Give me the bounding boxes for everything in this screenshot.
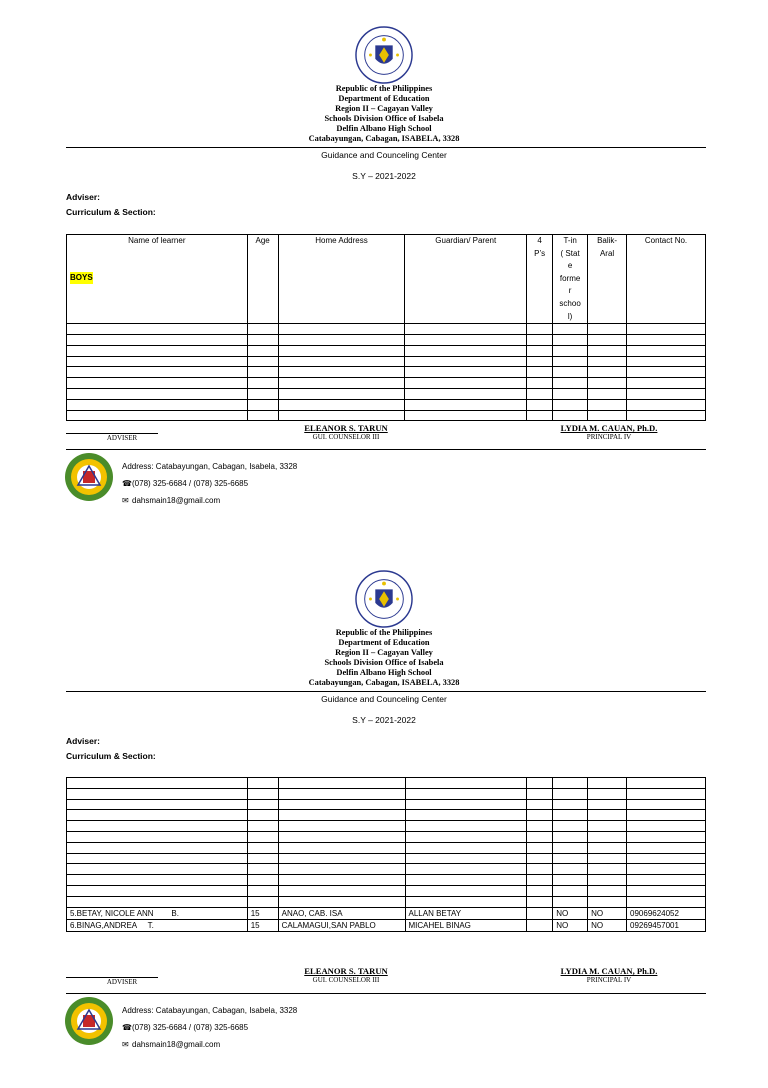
empty-cell bbox=[278, 388, 405, 399]
learner-guardian: MICAHEL BINAG bbox=[405, 919, 527, 931]
deped-seal-icon bbox=[355, 570, 413, 628]
empty-cell bbox=[278, 410, 405, 421]
empty-cell bbox=[67, 410, 248, 421]
empty-cell bbox=[553, 367, 588, 378]
learner-t-in: NO bbox=[553, 907, 588, 919]
empty-cell bbox=[553, 788, 588, 799]
col-header-contact: Contact No. bbox=[627, 235, 706, 324]
empty-cell bbox=[527, 875, 553, 886]
empty-cell bbox=[527, 778, 553, 789]
empty-cell bbox=[405, 885, 527, 896]
footer-phone: (078) 325-6684 / (078) 325-6685 bbox=[132, 1023, 249, 1032]
principal-signature bbox=[545, 423, 673, 441]
empty-cell bbox=[553, 799, 588, 810]
center-name: Guidance and Counceling Center bbox=[321, 150, 447, 160]
footer-phone-line bbox=[122, 475, 297, 492]
empty-cell bbox=[553, 875, 588, 886]
empty-cell bbox=[247, 853, 278, 864]
empty-cell bbox=[588, 388, 627, 399]
school-year: S.Y – 2021-2022 bbox=[352, 715, 416, 725]
col-header-4ps: 4 P’s bbox=[527, 235, 553, 324]
empty-cell bbox=[588, 896, 627, 907]
empty-cell bbox=[67, 821, 248, 832]
empty-cell bbox=[527, 799, 553, 810]
empty-cell bbox=[405, 788, 527, 799]
footer-address: Address: Catabayungan, Cabagan, Isabela, 3328 bbox=[122, 462, 298, 471]
empty-cell bbox=[278, 378, 405, 389]
empty-cell bbox=[527, 367, 553, 378]
empty-table-row bbox=[67, 842, 706, 853]
empty-table-row bbox=[67, 334, 706, 345]
learner-name: 6.BINAG,ANDREA T. bbox=[67, 919, 248, 931]
empty-cell bbox=[527, 345, 553, 356]
empty-cell bbox=[588, 399, 627, 410]
empty-cell bbox=[527, 334, 553, 345]
empty-cell bbox=[405, 388, 527, 399]
empty-cell bbox=[67, 345, 248, 356]
learner-4ps bbox=[527, 919, 553, 931]
empty-table-row bbox=[67, 345, 706, 356]
table-header-row bbox=[67, 235, 706, 324]
empty-cell bbox=[553, 388, 588, 399]
empty-table-row bbox=[67, 399, 706, 410]
empty-cell bbox=[527, 356, 553, 367]
empty-cell bbox=[588, 885, 627, 896]
curriculum-label: Curriculum & Section: bbox=[66, 751, 156, 761]
footer-divider bbox=[66, 993, 706, 994]
empty-cell bbox=[247, 799, 278, 810]
center-name: Guidance and Counceling Center bbox=[321, 694, 447, 704]
empty-cell bbox=[67, 842, 248, 853]
empty-table-row bbox=[67, 356, 706, 367]
empty-cell bbox=[247, 324, 278, 335]
empty-cell bbox=[247, 831, 278, 842]
empty-cell bbox=[527, 788, 553, 799]
envelope-icon: ✉ bbox=[122, 1040, 129, 1049]
empty-cell bbox=[527, 378, 553, 389]
adviser-label: Adviser: bbox=[66, 736, 101, 746]
empty-cell bbox=[405, 778, 527, 789]
empty-cell bbox=[405, 810, 527, 821]
empty-cell bbox=[67, 853, 248, 864]
principal-title: PRINCIPAL IV bbox=[586, 433, 632, 441]
counselor-name: ELEANOR S. TARUN bbox=[304, 966, 388, 976]
empty-cell bbox=[627, 875, 706, 886]
learner-address: ANAO, CAB. ISA bbox=[278, 907, 405, 919]
empty-cell bbox=[247, 356, 278, 367]
col-header-address: Home Address bbox=[278, 235, 405, 324]
empty-cell bbox=[278, 334, 405, 345]
empty-cell bbox=[527, 324, 553, 335]
learner-contact: 09269457001 bbox=[627, 919, 706, 931]
institution-heading bbox=[0, 628, 768, 688]
empty-cell bbox=[67, 831, 248, 842]
learners-table bbox=[66, 234, 706, 421]
empty-table-row bbox=[67, 324, 706, 335]
heading-line: Catabayungan, Cabagan, ISABELA, 3328 bbox=[308, 134, 460, 143]
empty-cell bbox=[67, 378, 248, 389]
empty-cell bbox=[553, 334, 588, 345]
heading-line: Department of Education bbox=[338, 638, 430, 647]
empty-cell bbox=[588, 410, 627, 421]
empty-cell bbox=[67, 399, 248, 410]
empty-table-row bbox=[67, 410, 706, 421]
empty-cell bbox=[247, 334, 278, 345]
empty-cell bbox=[67, 885, 248, 896]
empty-cell bbox=[527, 399, 553, 410]
empty-cell bbox=[627, 821, 706, 832]
empty-cell bbox=[627, 388, 706, 399]
learner-t-in: NO bbox=[553, 919, 588, 931]
phone-icon: ☎ bbox=[122, 1023, 132, 1032]
empty-cell bbox=[247, 345, 278, 356]
curriculum-label: Curriculum & Section: bbox=[66, 207, 156, 217]
empty-cell bbox=[553, 853, 588, 864]
empty-cell bbox=[278, 842, 405, 853]
empty-cell bbox=[247, 875, 278, 886]
empty-cell bbox=[405, 367, 527, 378]
footer-phone-line bbox=[122, 1019, 297, 1036]
empty-cell bbox=[553, 885, 588, 896]
empty-cell bbox=[405, 842, 527, 853]
empty-cell bbox=[627, 799, 706, 810]
empty-cell bbox=[67, 864, 248, 875]
empty-cell bbox=[278, 356, 405, 367]
empty-cell bbox=[247, 896, 278, 907]
adviser-title: ADVISER bbox=[106, 978, 138, 986]
empty-cell bbox=[405, 399, 527, 410]
empty-cell bbox=[247, 810, 278, 821]
footer-address: Address: Catabayungan, Cabagan, Isabela, 3328 bbox=[122, 1006, 298, 1015]
empty-cell bbox=[553, 324, 588, 335]
empty-cell bbox=[627, 810, 706, 821]
empty-cell bbox=[278, 821, 405, 832]
empty-cell bbox=[405, 378, 527, 389]
empty-cell bbox=[247, 378, 278, 389]
empty-cell bbox=[278, 778, 405, 789]
empty-cell bbox=[278, 324, 405, 335]
empty-cell bbox=[278, 345, 405, 356]
heading-line: Delfin Albano High School bbox=[336, 668, 432, 677]
empty-cell bbox=[627, 399, 706, 410]
form-page-2 bbox=[0, 544, 768, 1088]
empty-cell bbox=[553, 399, 588, 410]
learner-age: 15 bbox=[247, 919, 278, 931]
learner-guardian: ALLAN BETAY bbox=[405, 907, 527, 919]
empty-cell bbox=[278, 885, 405, 896]
empty-cell bbox=[405, 831, 527, 842]
empty-cell bbox=[247, 788, 278, 799]
heading-line: Region II – Cagayan Valley bbox=[335, 648, 433, 657]
empty-cell bbox=[588, 821, 627, 832]
col-header-name-label: Name of learner bbox=[128, 236, 186, 245]
principal-signature bbox=[545, 966, 673, 984]
empty-cell bbox=[527, 410, 553, 421]
empty-cell bbox=[553, 410, 588, 421]
phone-icon: ☎ bbox=[122, 479, 132, 488]
empty-cell bbox=[405, 896, 527, 907]
empty-cell bbox=[553, 864, 588, 875]
empty-cell bbox=[588, 378, 627, 389]
empty-cell bbox=[247, 410, 278, 421]
counselor-signature bbox=[292, 966, 400, 984]
counselor-title: GUI. COUNSELOR III bbox=[312, 976, 380, 984]
school-year: S.Y – 2021-2022 bbox=[352, 171, 416, 181]
learner-name: 5.BETAY, NICOLE ANN B. bbox=[67, 907, 248, 919]
empty-cell bbox=[553, 345, 588, 356]
col-header-balik-aral: Balik- Aral bbox=[588, 235, 627, 324]
adviser-title: ADVISER bbox=[106, 434, 138, 442]
empty-cell bbox=[405, 875, 527, 886]
learner-balik-aral: NO bbox=[588, 907, 627, 919]
empty-cell bbox=[588, 875, 627, 886]
empty-table-row bbox=[67, 799, 706, 810]
table-row bbox=[67, 907, 706, 919]
empty-cell bbox=[247, 885, 278, 896]
col-header-t-in: T-in ( Stat e forme r schoo l) bbox=[553, 235, 588, 324]
empty-table-row bbox=[67, 378, 706, 389]
footer-contact bbox=[122, 1002, 297, 1053]
empty-cell bbox=[627, 324, 706, 335]
counselor-signature bbox=[292, 423, 400, 441]
empty-cell bbox=[627, 345, 706, 356]
empty-cell bbox=[247, 399, 278, 410]
deped-seal-icon bbox=[355, 26, 413, 84]
heading-line: Delfin Albano High School bbox=[336, 124, 432, 133]
empty-cell bbox=[67, 324, 248, 335]
empty-table-row bbox=[67, 367, 706, 378]
empty-cell bbox=[627, 334, 706, 345]
empty-cell bbox=[405, 821, 527, 832]
empty-cell bbox=[588, 842, 627, 853]
empty-cell bbox=[278, 810, 405, 821]
empty-cell bbox=[588, 788, 627, 799]
empty-cell bbox=[405, 853, 527, 864]
empty-cell bbox=[627, 831, 706, 842]
learner-age: 15 bbox=[247, 907, 278, 919]
empty-cell bbox=[67, 875, 248, 886]
empty-cell bbox=[553, 356, 588, 367]
empty-cell bbox=[627, 367, 706, 378]
empty-cell bbox=[527, 864, 553, 875]
empty-cell bbox=[67, 896, 248, 907]
empty-table-row bbox=[67, 896, 706, 907]
footer-phone: (078) 325-6684 / (078) 325-6685 bbox=[132, 479, 249, 488]
empty-table-row bbox=[67, 885, 706, 896]
school-logo-icon bbox=[64, 452, 114, 502]
learner-balik-aral: NO bbox=[588, 919, 627, 931]
footer-contact bbox=[122, 458, 297, 509]
footer-email-line bbox=[122, 492, 297, 509]
empty-cell bbox=[527, 831, 553, 842]
empty-cell bbox=[527, 885, 553, 896]
empty-cell bbox=[405, 799, 527, 810]
empty-cell bbox=[627, 788, 706, 799]
counselor-name: ELEANOR S. TARUN bbox=[304, 423, 388, 433]
principal-name: LYDIA M. CAUAN, Ph.D. bbox=[560, 966, 658, 976]
learner-contact: 09069624052 bbox=[627, 907, 706, 919]
empty-cell bbox=[405, 334, 527, 345]
empty-cell bbox=[247, 388, 278, 399]
counselor-title: GUI. COUNSELOR III bbox=[312, 433, 380, 441]
empty-cell bbox=[247, 842, 278, 853]
empty-cell bbox=[67, 356, 248, 367]
empty-cell bbox=[278, 367, 405, 378]
envelope-icon: ✉ bbox=[122, 496, 129, 505]
empty-cell bbox=[553, 378, 588, 389]
empty-cell bbox=[588, 853, 627, 864]
empty-cell bbox=[627, 896, 706, 907]
empty-cell bbox=[553, 821, 588, 832]
empty-cell bbox=[278, 853, 405, 864]
col-header-name bbox=[67, 235, 248, 324]
empty-cell bbox=[405, 356, 527, 367]
empty-table-row bbox=[67, 831, 706, 842]
empty-cell bbox=[527, 842, 553, 853]
empty-cell bbox=[553, 896, 588, 907]
empty-cell bbox=[247, 367, 278, 378]
empty-cell bbox=[627, 885, 706, 896]
empty-cell bbox=[247, 778, 278, 789]
empty-cell bbox=[588, 356, 627, 367]
heading-line: Catabayungan, Cabagan, ISABELA, 3328 bbox=[308, 678, 460, 687]
footer-divider bbox=[66, 449, 706, 450]
footer-email: dahsmain18@gmail.com bbox=[132, 1040, 221, 1049]
empty-cell bbox=[588, 367, 627, 378]
empty-cell bbox=[627, 356, 706, 367]
empty-cell bbox=[588, 799, 627, 810]
empty-cell bbox=[527, 896, 553, 907]
empty-cell bbox=[405, 345, 527, 356]
empty-cell bbox=[67, 778, 248, 789]
col-header-guardian: Guardian/ Parent bbox=[405, 235, 527, 324]
empty-table-row bbox=[67, 864, 706, 875]
learner-address: CALAMAGUI,SAN PABLO bbox=[278, 919, 405, 931]
empty-cell bbox=[588, 864, 627, 875]
empty-table-row bbox=[67, 821, 706, 832]
empty-cell bbox=[67, 788, 248, 799]
empty-cell bbox=[627, 410, 706, 421]
col-header-age: Age bbox=[247, 235, 278, 324]
empty-table-row bbox=[67, 810, 706, 821]
empty-cell bbox=[67, 810, 248, 821]
empty-cell bbox=[278, 864, 405, 875]
empty-cell bbox=[278, 875, 405, 886]
empty-cell bbox=[627, 864, 706, 875]
empty-cell bbox=[405, 324, 527, 335]
empty-cell bbox=[527, 821, 553, 832]
learners-table bbox=[66, 777, 706, 932]
heading-line: Republic of the Philippines bbox=[335, 84, 433, 93]
empty-cell bbox=[405, 410, 527, 421]
heading-line: Schools Division Office of Isabela bbox=[324, 658, 444, 667]
empty-cell bbox=[588, 778, 627, 789]
empty-cell bbox=[527, 388, 553, 399]
empty-table-row bbox=[67, 778, 706, 789]
empty-cell bbox=[553, 831, 588, 842]
empty-cell bbox=[67, 799, 248, 810]
empty-cell bbox=[588, 334, 627, 345]
table-row bbox=[67, 919, 706, 931]
adviser-label: Adviser: bbox=[66, 192, 101, 202]
learner-4ps bbox=[527, 907, 553, 919]
empty-cell bbox=[553, 778, 588, 789]
empty-cell bbox=[588, 810, 627, 821]
empty-cell bbox=[553, 810, 588, 821]
principal-name: LYDIA M. CAUAN, Ph.D. bbox=[560, 423, 658, 433]
empty-cell bbox=[627, 842, 706, 853]
empty-cell bbox=[588, 831, 627, 842]
empty-cell bbox=[247, 864, 278, 875]
school-logo-icon bbox=[64, 996, 114, 1046]
empty-cell bbox=[67, 334, 248, 345]
footer-email-line bbox=[122, 1036, 297, 1053]
empty-cell bbox=[627, 378, 706, 389]
heading-line: Republic of the Philippines bbox=[335, 628, 433, 637]
empty-table-row bbox=[67, 788, 706, 799]
empty-cell bbox=[588, 345, 627, 356]
heading-line: Department of Education bbox=[338, 94, 430, 103]
empty-cell bbox=[278, 399, 405, 410]
empty-cell bbox=[278, 831, 405, 842]
empty-cell bbox=[67, 367, 248, 378]
empty-cell bbox=[527, 810, 553, 821]
boys-label: BOYS bbox=[70, 272, 93, 285]
footer-email: dahsmain18@gmail.com bbox=[132, 496, 221, 505]
empty-cell bbox=[553, 842, 588, 853]
heading-line: Schools Division Office of Isabela bbox=[324, 114, 444, 123]
empty-table-row bbox=[67, 853, 706, 864]
empty-cell bbox=[627, 853, 706, 864]
empty-cell bbox=[588, 324, 627, 335]
empty-table-row bbox=[67, 875, 706, 886]
empty-cell bbox=[278, 896, 405, 907]
empty-cell bbox=[527, 853, 553, 864]
header-divider bbox=[66, 691, 706, 692]
heading-line: Region II – Cagayan Valley bbox=[335, 104, 433, 113]
empty-table-row bbox=[67, 388, 706, 399]
principal-title: PRINCIPAL IV bbox=[586, 976, 632, 984]
institution-heading bbox=[0, 84, 768, 144]
empty-cell bbox=[278, 799, 405, 810]
empty-cell bbox=[278, 788, 405, 799]
header-divider bbox=[66, 147, 706, 148]
empty-cell bbox=[247, 821, 278, 832]
empty-cell bbox=[627, 778, 706, 789]
empty-cell bbox=[67, 388, 248, 399]
empty-cell bbox=[405, 864, 527, 875]
